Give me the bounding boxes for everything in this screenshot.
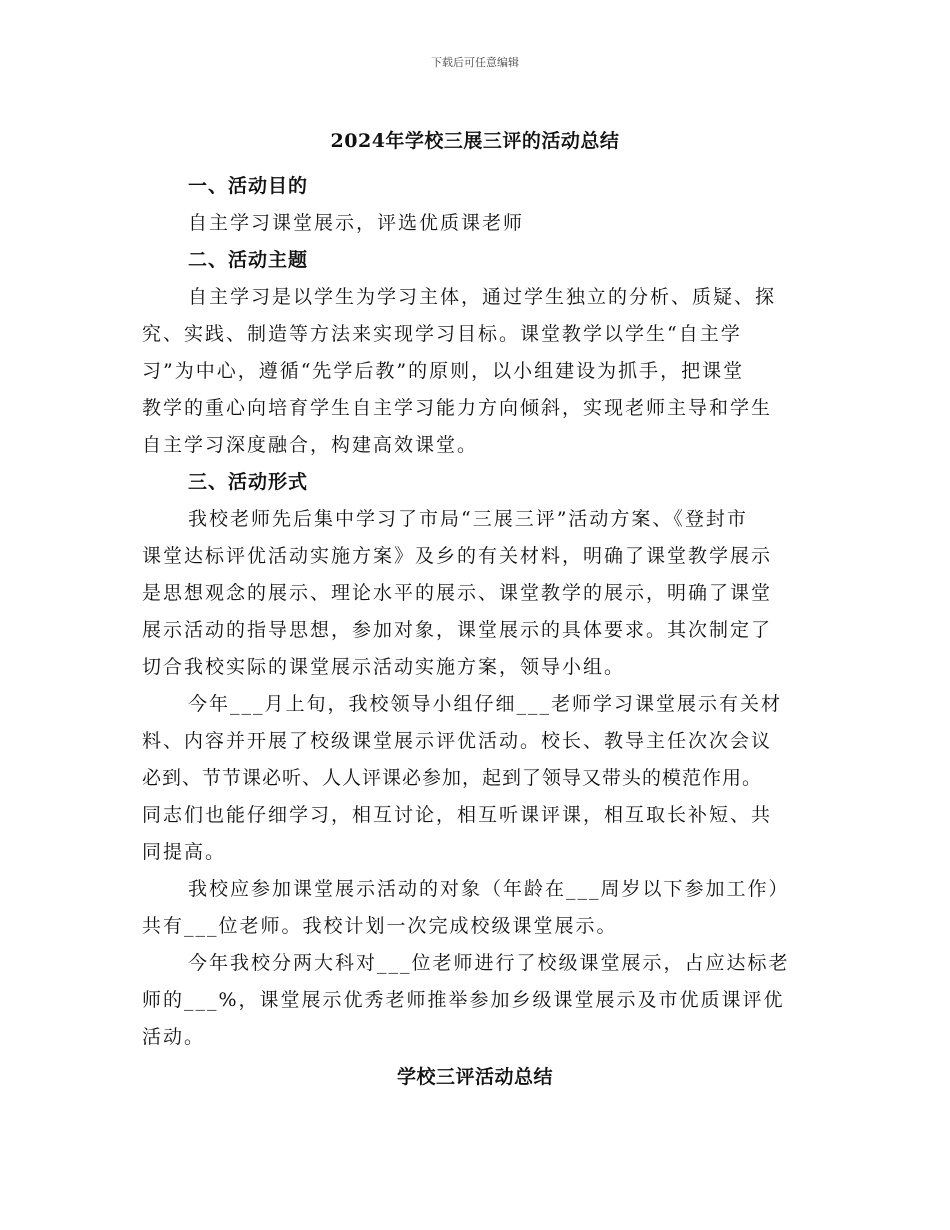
text-line: 展示活动的指导思想，参加对象，课堂展示的具体要求。其次制定了 bbox=[142, 619, 773, 641]
text-line: 我校应参加课堂展示活动的对象（年龄在___周岁以下参加工作） bbox=[188, 878, 790, 900]
document-title: 2024年学校三展三评的活动总结 bbox=[330, 130, 620, 152]
text-line: 料、内容并开展了校级课堂展示评优活动。校长、教导主任次次会议 bbox=[142, 730, 773, 752]
format-paragraph-4 bbox=[142, 945, 822, 1056]
format-paragraph-3 bbox=[142, 871, 822, 945]
text-line: 同志们也能仔细学习，相互讨论，相互听课评课，相互取长补短、共 bbox=[142, 804, 773, 826]
text-line: 师的___%，课堂展示优秀老师推举参加乡级课堂展示及市优质课评优 bbox=[142, 989, 785, 1011]
next-document-title: 学校三评活动总结 bbox=[396, 1066, 553, 1088]
text-line: 教学的重心向培育学生自主学习能力方向倾斜，实现老师主导和学生 bbox=[142, 397, 773, 419]
header-note: 下载后可任意编辑 bbox=[431, 56, 519, 69]
text-line: 同提高。 bbox=[142, 841, 227, 863]
text-line: 今年___月上旬，我校领导小组仔细___老师学习课堂展示有关材 bbox=[188, 693, 783, 715]
text-line: 课堂达标评优活动实施方案》及乡的有关材料，明确了课堂教学展示 bbox=[142, 545, 773, 567]
text-line: 自主学习是以学生为学习主体，通过学生独立的分析、质疑、探 bbox=[188, 286, 777, 308]
text-line: 切合我校实际的课堂展示活动实施方案，领导小组。 bbox=[142, 656, 626, 678]
text-line: 是思想观念的展示、理论水平的展示、课堂教学的展示，明确了课堂 bbox=[142, 582, 773, 604]
text-line: 共有___位老师。我校计划一次完成校级课堂展示。 bbox=[142, 915, 618, 937]
text-line: 自主学习深度融合，构建高效课堂。 bbox=[142, 434, 479, 456]
format-paragraph-1 bbox=[142, 501, 822, 686]
text-line: 究、实践、制造等方法来实现学习目标。课堂教学以学生“自主学 bbox=[142, 323, 742, 345]
section-heading-purpose: 一、活动目的 bbox=[188, 175, 309, 197]
section-heading-theme: 二、活动主题 bbox=[188, 249, 309, 271]
section-heading-format: 三、活动形式 bbox=[188, 471, 309, 493]
text-line: 习”为中心，遵循“先学后教”的原则，以小组建设为抓手，把课堂 bbox=[142, 360, 745, 382]
text-line: 必到、节节课必听、人人评课必参加，起到了领导又带头的模范作用。 bbox=[142, 767, 763, 789]
purpose-text: 自主学习课堂展示，评选优质课老师 bbox=[188, 212, 525, 234]
text-line: 今年我校分两大科对___位老师进行了校级课堂展示，占应达标老 bbox=[188, 952, 790, 974]
format-paragraph-2 bbox=[142, 686, 822, 871]
text-line: 活动。 bbox=[142, 1026, 206, 1048]
document-body bbox=[142, 168, 822, 1056]
theme-paragraph bbox=[142, 279, 822, 464]
text-line: 我校老师先后集中学习了市局“三展三评”活动方案、《登封市 bbox=[188, 508, 748, 530]
